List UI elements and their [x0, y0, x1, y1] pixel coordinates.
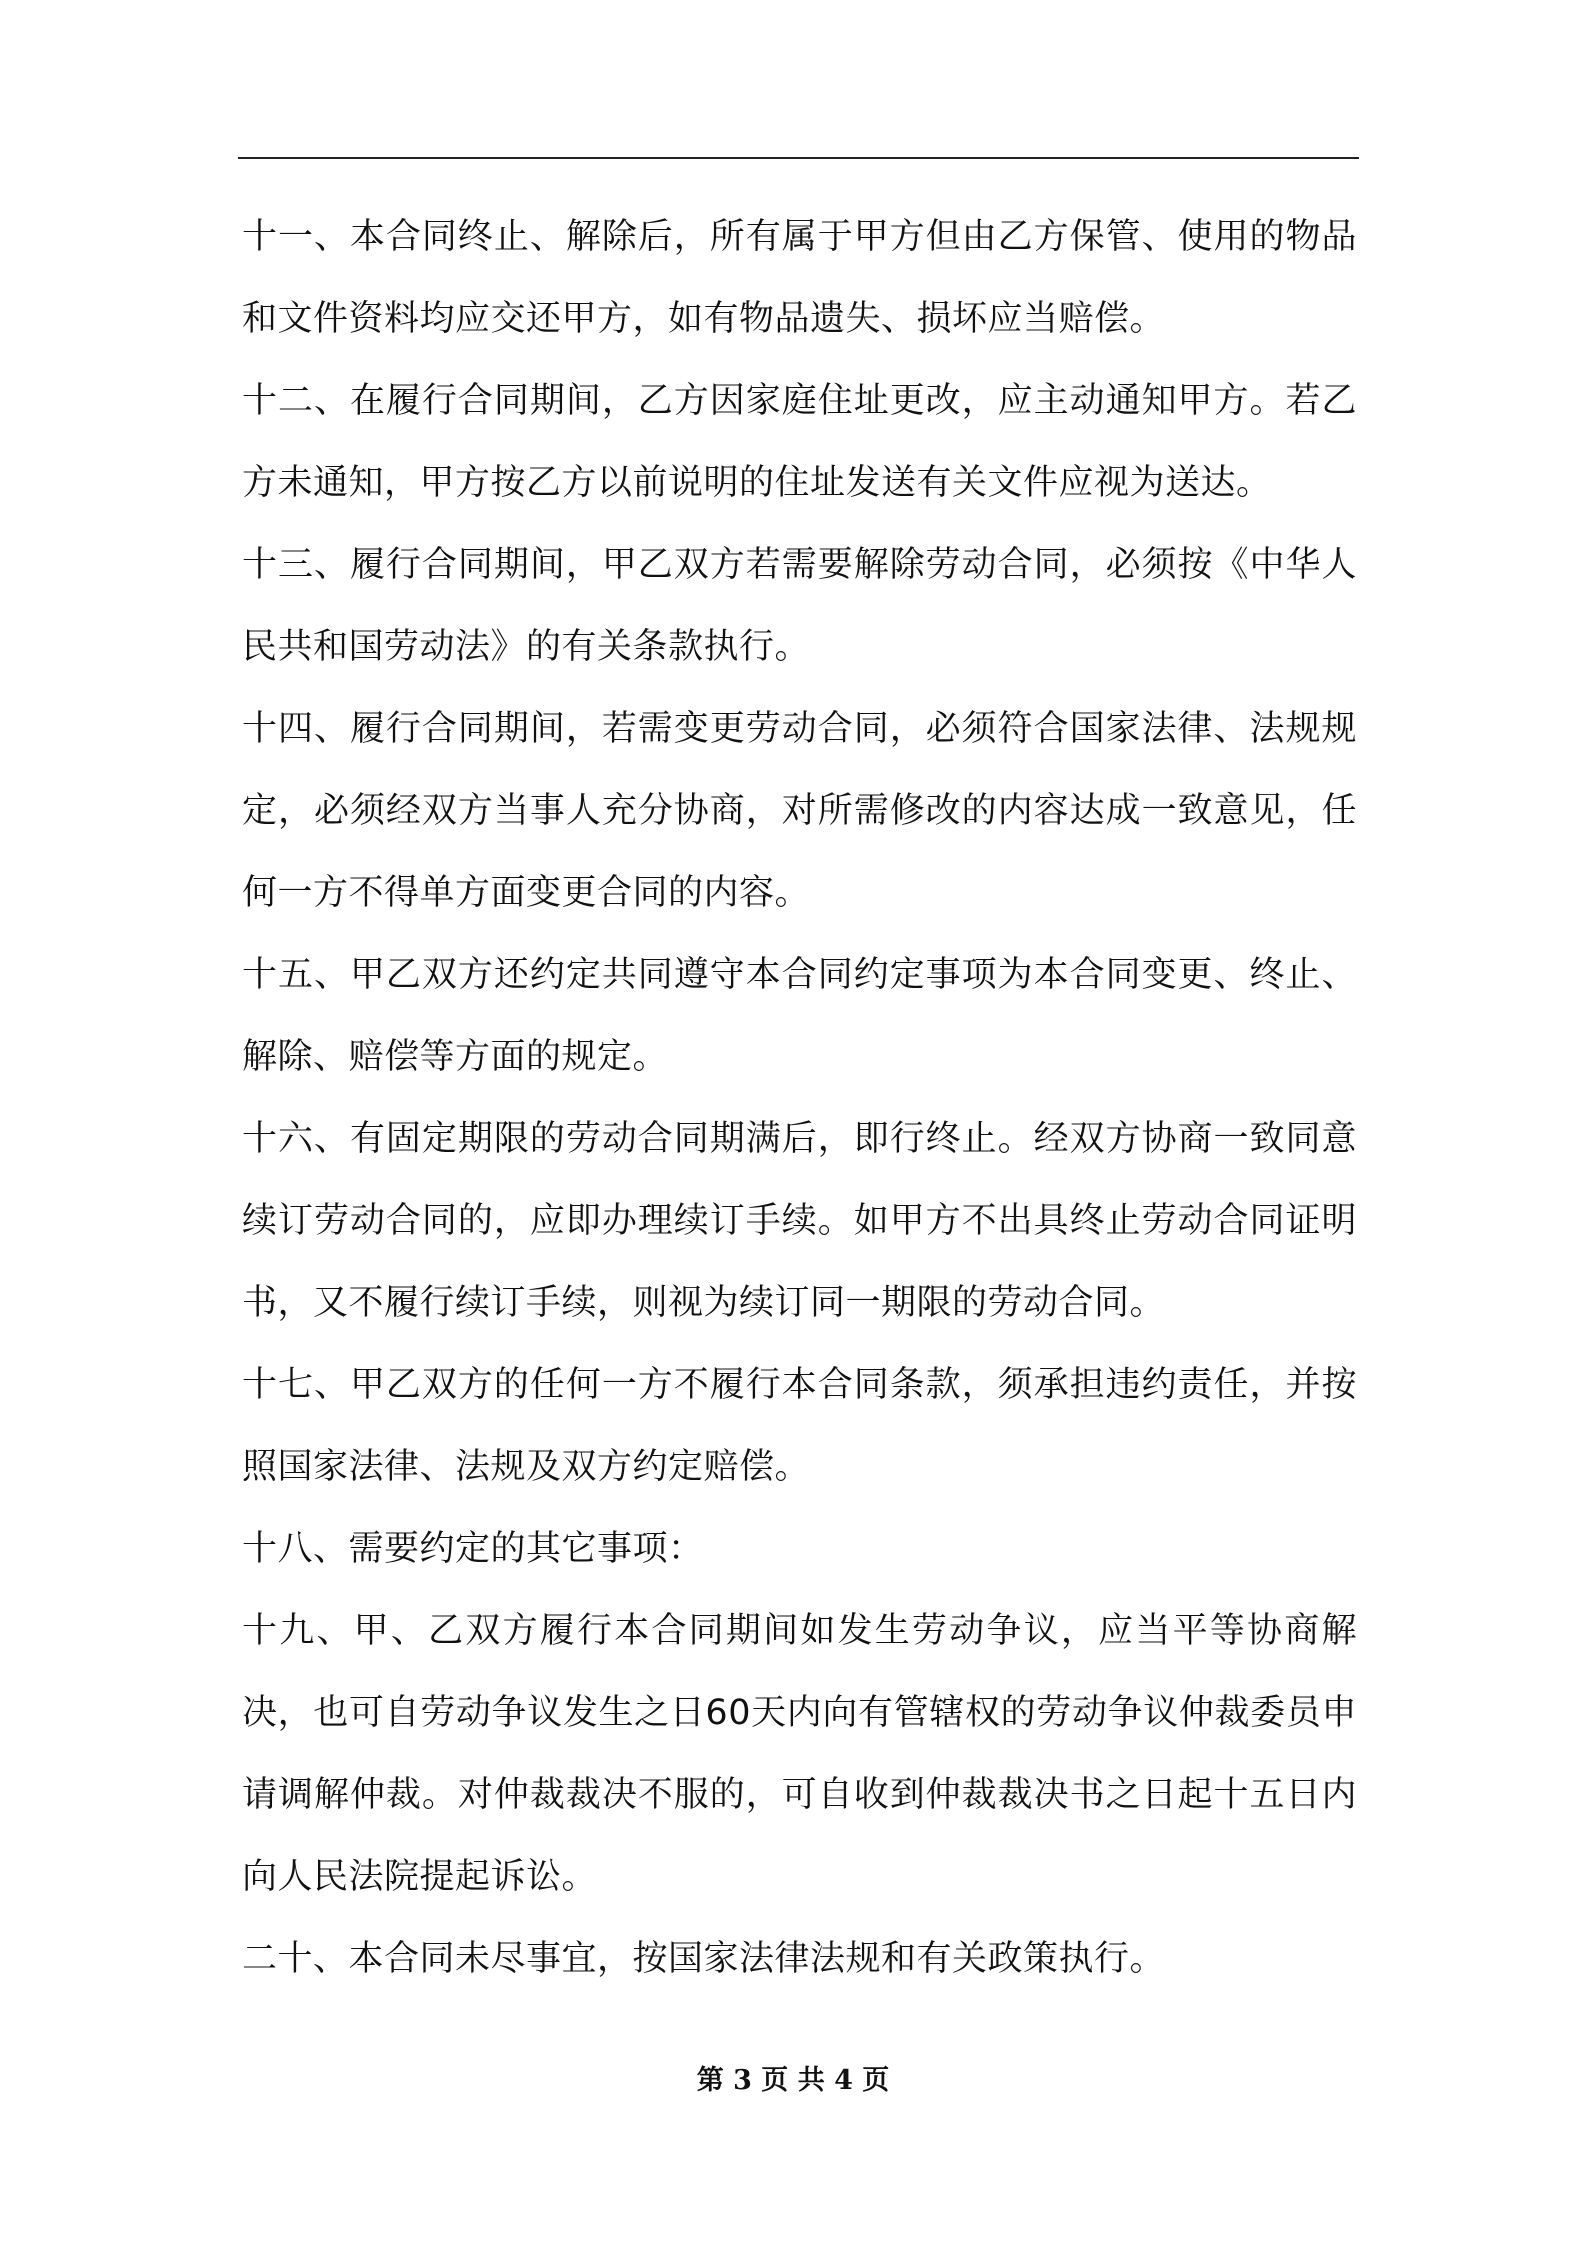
header-rule — [238, 157, 1359, 159]
clause-12: 十二、在履行合同期间，乙方因家庭住址更改，应主动通知甲方。若乙方未通知，甲方按乙方以前说明的住址发送有关文件应视为送达。 — [242, 381, 1357, 503]
clause-16: 十六、有固定期限的劳动合同期满后，即行终止。经双方协商一致同意续订劳动合同的，应即办理续订手续。如甲方不出具终止劳动合同证明书，又不履行续订手续，则视为续订同一期限的劳动合同。 — [242, 1119, 1357, 1323]
clause-13: 十三、履行合同期间，甲乙双方若需要解除劳动合同，必须按《中华人民共和国劳动法》的有关条款执行。 — [242, 545, 1357, 667]
clause-19: 十九、甲、乙双方履行本合同期间如发生劳动争议，应当平等协商解决，也可自劳动争议发生之日60天内向有管辖权的劳动争议仲裁委员申请调解仲裁。对仲裁裁决不服的，可自收到仲裁裁决书之日起十五日内向人民法院提起诉讼。 — [242, 1611, 1357, 1897]
clause-11: 十一、本合同终止、解除后，所有属于甲方但由乙方保管、使用的物品和文件资料均应交还甲方，如有物品遗失、损坏应当赔偿。 — [242, 217, 1357, 339]
clause-18: 十八、需要约定的其它事项： — [242, 1529, 704, 1569]
clause-17: 十七、甲乙双方的任何一方不履行本合同条款，须承担违约责任，并按照国家法律、法规及双方约定赔偿。 — [242, 1365, 1357, 1487]
clause-20: 二十、本合同未尽事宜，按国家法律法规和有关政策执行。 — [242, 1939, 1166, 1979]
document-body — [242, 196, 1357, 2000]
clause-15: 十五、甲乙双方还约定共同遵守本合同约定事项为本合同变更、终止、解除、赔偿等方面的规定。 — [242, 955, 1357, 1077]
page-number: 第 3 页 共 4 页 — [696, 2065, 890, 2096]
clause-14: 十四、履行合同期间，若需变更劳动合同，必须符合国家法律、法规规定，必须经双方当事人充分协商，对所需修改的内容达成一致意见，任何一方不得单方面变更合同的内容。 — [242, 709, 1357, 913]
